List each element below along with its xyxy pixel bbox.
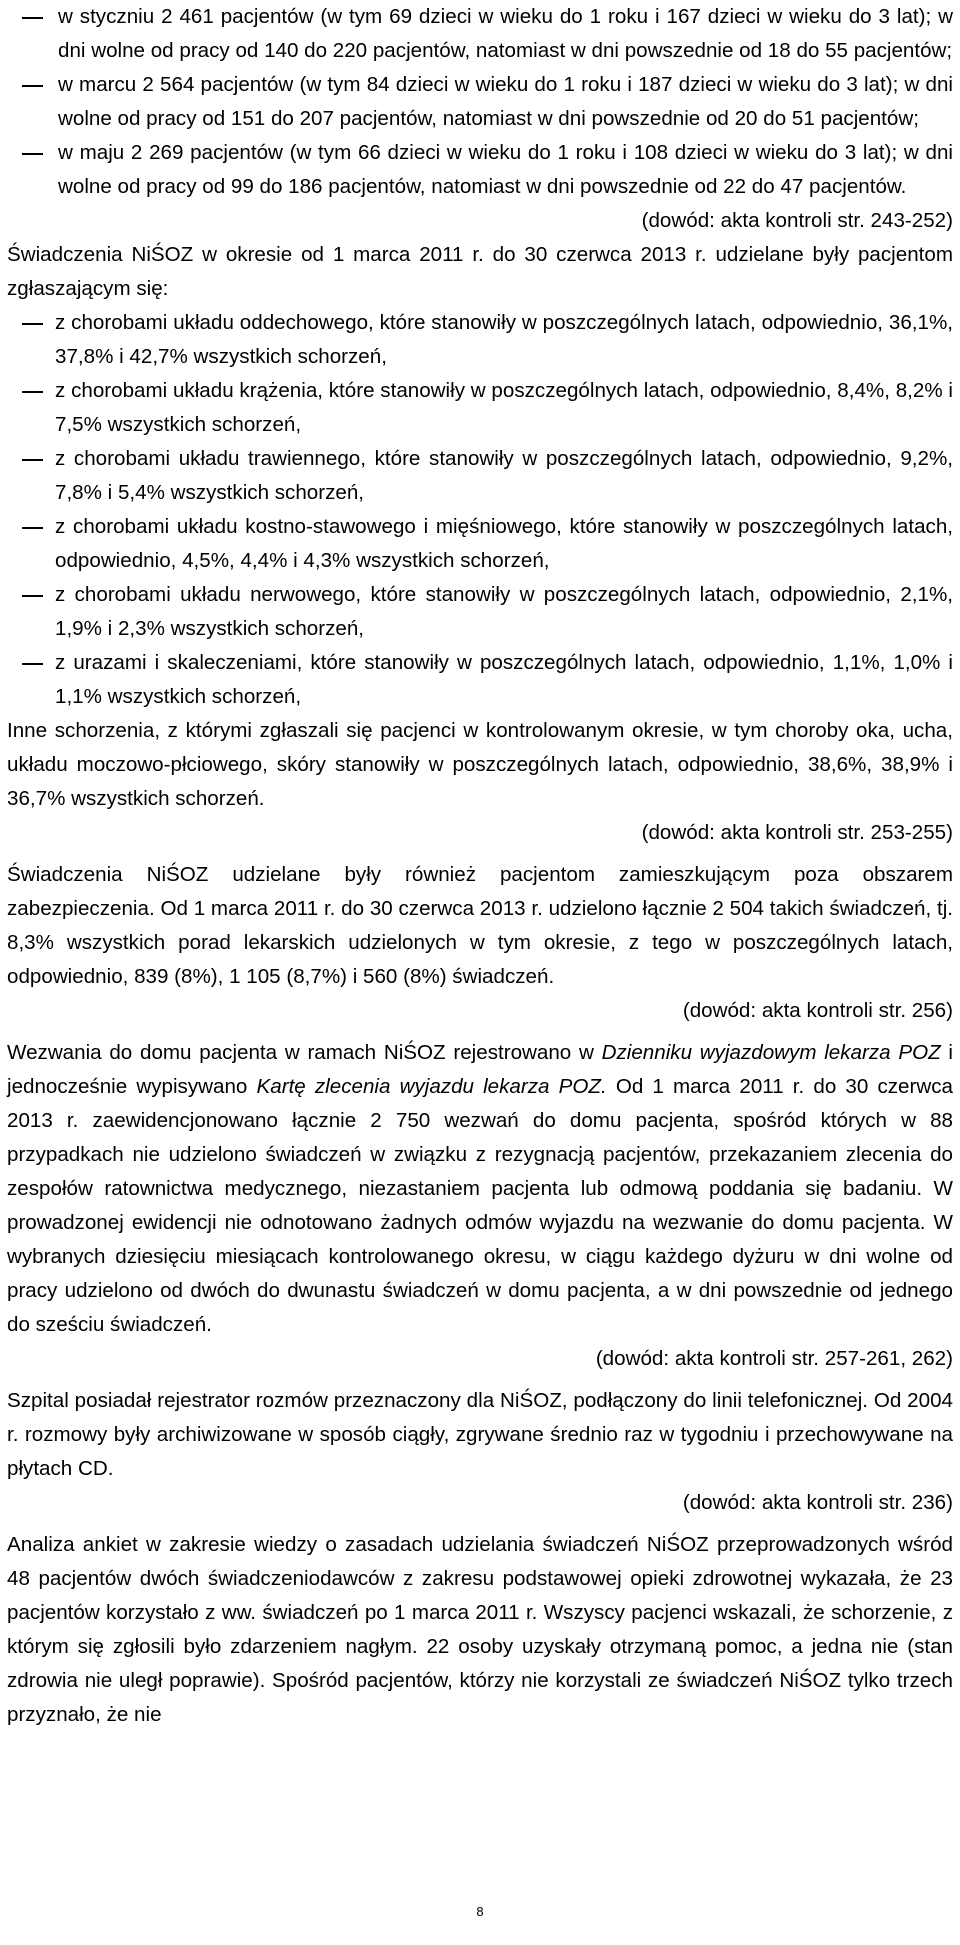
list-item-text: w marcu 2 564 pacjentów (w tym 84 dzieci w wieku do 1 roku i 187 dzieci w wieku do 3 lat); w dni wolne od pracy od 151 do 207 pacjentów, natomiast w dni powszednie od 20 do 51 pacjentów;	[58, 73, 953, 130]
list-item	[7, 374, 953, 442]
list-item	[7, 0, 953, 68]
evidence-reference: (dowód: akta kontroli str. 236)	[682, 1491, 953, 1514]
list-item-text: z chorobami układu nerwowego, które stanowiły w poszczególnych latach, odpowiednio, 2,1%, 1,9% i 2,3% wszystkich schorzeń,	[55, 583, 953, 640]
list-item-text: z chorobami układu kostno-stawowego i mięśniowego, które stanowiły w poszczególnych latach, odpowiednio, 4,5%, 4,4% i 4,3% wszystkich schorzeń,	[55, 515, 953, 572]
form-title: Kartę zlecenia wyjazdu lekarza POZ.	[256, 1075, 607, 1098]
document-body	[7, 0, 953, 1732]
list-item	[7, 510, 953, 578]
list-item	[7, 646, 953, 714]
dash-bullet-icon	[22, 85, 43, 87]
evidence-reference: (dowód: akta kontroli str. 256)	[682, 999, 953, 1022]
evidence-reference: (dowód: akta kontroli str. 257-261, 262)	[595, 1347, 953, 1370]
paragraph-text: Od 1 marca 2011 r. do 30 czerwca 2013 r. zaewidencjonowano łącznie 2 750 wezwań do domu pacjenta, spośród których w 88 przypadkach nie udzielono świadczeń w związku z rezygnacją pacjentów, przekazaniem zlecenia do zespołów ratownictwa medycznego, niezastaniem pacjenta lub odmową poddania się badaniu. W prowadzonej ewidencji nie odnotowano żadnych odmów wyjazdu na wezwanie do domu pacjenta. W wybranych dziesięciu miesiącach kontrolowanego okresu, w ciągu każdego dyżuru w dni wolne od pracy udzielono od dwóch do dwunastu świadczeń w domu pacjenta, a w dni powszednie od jednego do sześciu świadczeń.	[7, 1075, 953, 1336]
dash-bullet-icon	[22, 663, 43, 665]
list-item	[7, 68, 953, 136]
paragraph: Inne schorzenia, z którymi zgłaszali się pacjenci w kontrolowanym okresie, w tym choroby oka, ucha, układu moczowo-płciowego, skóry stanowiły w poszczególnych latach, odpowiednio, 38,6%, 38,9% i 36,7% wszystkich schorzeń.	[7, 719, 953, 810]
monthly-patients-list	[7, 0, 953, 204]
list-item-text: w styczniu 2 461 pacjentów (w tym 69 dzieci w wieku do 1 roku i 167 dzieci w wieku do 3 lat); w dni wolne od pracy od 140 do 220 pacjentów, natomiast w dni powszednie od 18 do 55 pacjentów;	[58, 5, 953, 62]
register-title: Dzienniku wyjazdowym lekarza POZ	[601, 1041, 941, 1064]
dash-bullet-icon	[22, 391, 43, 393]
list-item	[7, 442, 953, 510]
dash-bullet-icon	[22, 323, 43, 325]
list-item-text: z urazami i skaleczeniami, które stanowiły w poszczególnych latach, odpowiednio, 1,1%, 1,0% i 1,1% wszystkich schorzeń,	[55, 651, 953, 708]
evidence-reference: (dowód: akta kontroli str. 253-255)	[641, 821, 953, 844]
paragraph-home-visits	[7, 1036, 953, 1342]
paragraph: Świadczenia NiŚOZ w okresie od 1 marca 2011 r. do 30 czerwca 2013 r. udzielane były pacjentom zgłaszającym się:	[7, 243, 953, 300]
dash-bullet-icon	[22, 153, 43, 155]
dash-bullet-icon	[22, 459, 43, 461]
paragraph: Szpital posiadał rejestrator rozmów przeznaczony dla NiŚOZ, podłączony do linii telefonicznej. Od 2004 r. rozmowy były archiwizowane w sposób ciągły, zgrywane średnio raz w tygodniu i przechowywane na płytach CD.	[7, 1389, 953, 1480]
list-item-text: z chorobami układu krążenia, które stanowiły w poszczególnych latach, odpowiednio, 8,4%, 8,2% i 7,5% wszystkich schorzeń,	[55, 379, 953, 436]
dash-bullet-icon	[22, 17, 43, 19]
page-number: 8	[476, 1904, 484, 1919]
list-item	[7, 136, 953, 204]
disease-share-list	[7, 306, 953, 714]
list-item	[7, 578, 953, 646]
list-item	[7, 306, 953, 374]
list-item-text: z chorobami układu trawiennego, które stanowiły w poszczególnych latach, odpowiednio, 9,2%, 7,8% i 5,4% wszystkich schorzeń,	[55, 447, 953, 504]
paragraph-text: Wezwania do domu pacjenta w ramach NiŚOZ rejestrowano w	[7, 1041, 602, 1064]
list-item-text: w maju 2 269 pacjentów (w tym 66 dzieci w wieku do 1 roku i 108 dzieci w wieku do 3 lat); w dni wolne od pracy od 99 do 186 pacjentów, natomiast w dni powszednie od 22 do 47 pacjentów.	[58, 141, 953, 198]
dash-bullet-icon	[22, 595, 43, 597]
paragraph-text: i jednocześnie wypisywano	[7, 1041, 953, 1098]
dash-bullet-icon	[22, 527, 43, 529]
paragraph: Świadczenia NiŚOZ udzielane były również pacjentom zamieszkującym poza obszarem zabezpieczenia. Od 1 marca 2011 r. do 30 czerwca 2013 r. udzielono łącznie 2 504 takich świadczeń, tj. 8,3% wszystkich porad lekarskich udzielonych w tym okresie, z tego w poszczególnych latach, odpowiednio, 839 (8%), 1 105 (8,7%) i 560 (8%) świadczeń.	[7, 863, 953, 988]
paragraph: Analiza ankiet w zakresie wiedzy o zasadach udzielania świadczeń NiŚOZ przeprowadzonych wśród 48 pacjentów dwóch świadczeniodawców z zakresu podstawowej opieki zdrowotnej wykazała, że 23 pacjentów korzystało z ww. świadczeń po 1 marca 2011 r. Wszyscy pacjenci wskazali, że schorzenie, z którym się zgłosili było zdarzeniem nagłym. 22 osoby uzyskały otrzymaną pomoc, a jedna nie (stan zdrowia nie uległ poprawie). Spośród pacjentów, którzy nie korzystali ze świadczeń NiŚOZ tylko trzech przyznało, że nie	[7, 1533, 953, 1726]
list-item-text: z chorobami układu oddechowego, które stanowiły w poszczególnych latach, odpowiednio, 36,1%, 37,8% i 42,7% wszystkich schorzeń,	[55, 311, 953, 368]
evidence-reference: (dowód: akta kontroli str. 243-252)	[641, 209, 953, 232]
